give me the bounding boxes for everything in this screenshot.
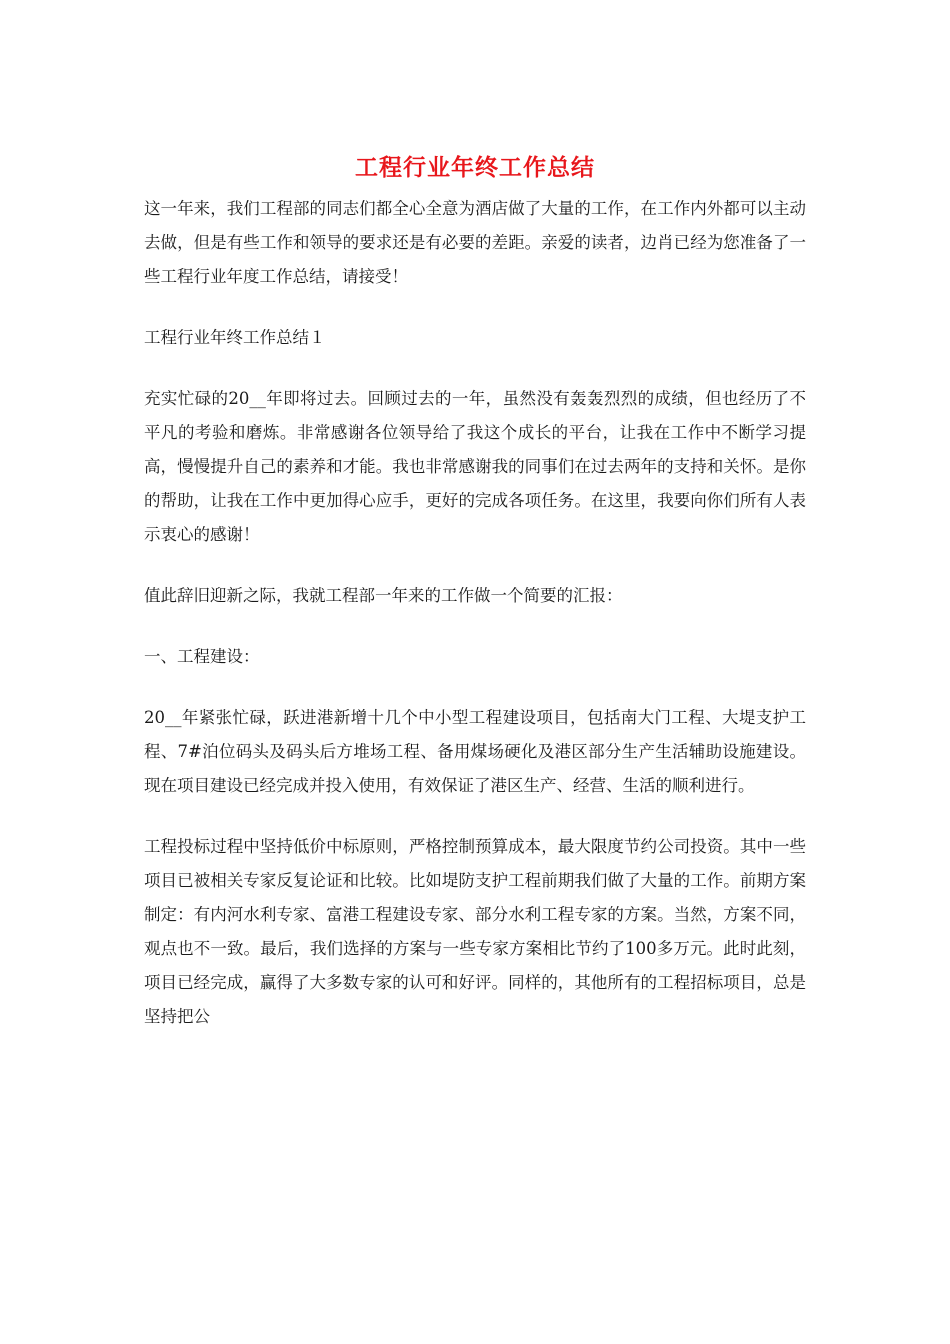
body-paragraph: 充实忙碌的20__年即将过去。回顾过去的一年，虽然没有轰轰烈烈的成绩，但也经历了不平凡的考验和磨炼。非常感谢各位领导给了我这个成长的平台，让我在工作中不断学习提高，慢慢提升自己的素养和才能。我也非常感谢我的同事们在过去两年的支持和关怀。是你的帮助，让我在工作中更加得心应手，更好的完成各项任务。在这里，我要向你们所有人表示衷心的感谢！ <box>144 389 806 544</box>
intro-paragraph: 这一年来，我们工程部的同志们都全心全意为酒店做了大量的工作，在工作内外都可以主动去做，但是有些工作和领导的要求还是有必要的差距。亲爱的读者，边肖已经为您准备了一些工程行业年度工作总结，请接受！ <box>144 199 806 286</box>
subsection-heading: 一、工程建设： <box>144 647 260 666</box>
document-title: 工程行业年终工作总结 <box>355 154 595 181</box>
body-paragraph: 20__年紧张忙碌，跃进港新增十几个中小型工程建设项目，包括南大门工程、大堤支护工程、7#泊位码头及码头后方堆场工程、备用煤场硬化及港区部分生产生活辅助设施建设。现在项目建设已经完成并投入使用，有效保证了港区生产、经营、生活的顺利进行。 <box>144 708 806 795</box>
document-page <box>144 146 806 1034</box>
body-paragraph: 值此辞旧迎新之际，我就工程部一年来的工作做一个简要的汇报： <box>144 586 623 605</box>
body-paragraph: 工程投标过程中坚持低价中标原则，严格控制预算成本，最大限度节约公司投资。其中一些项目已被相关专家反复论证和比较。比如堤防支护工程前期我们做了大量的工作。前期方案制定：有内河水利专家、富港工程建设专家、部分水利工程专家的方案。当然，方案不同，观点也不一致。最后，我们选择的方案与一些专家方案相比节约了100多万元。此时此刻，项目已经完成，赢得了大多数专家的认可和好评。同样的，其他所有的工程招标项目，总是坚持把公 <box>144 837 806 1026</box>
section-heading: 工程行业年终工作总结１ <box>144 328 326 347</box>
